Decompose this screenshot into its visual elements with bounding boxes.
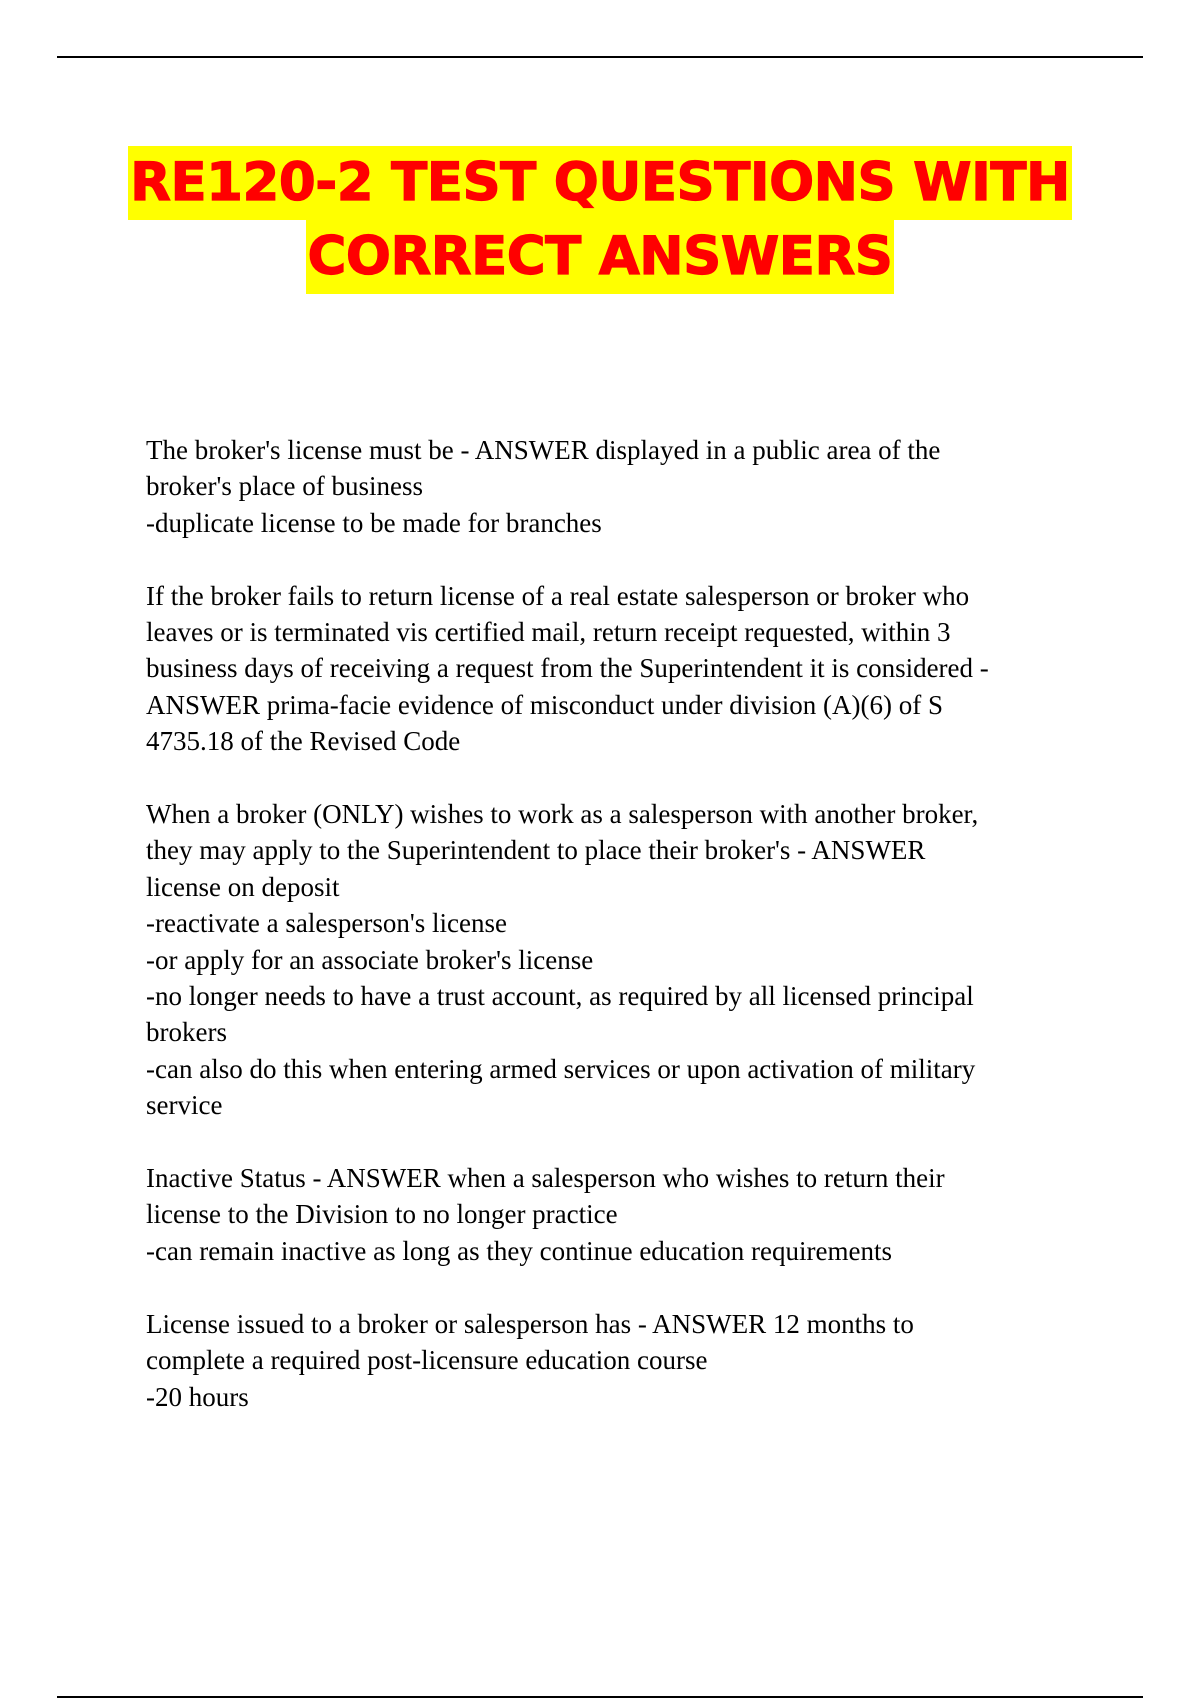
title-line-2: CORRECT ANSWERS xyxy=(306,220,895,294)
text-line: -or apply for an associate broker's license xyxy=(146,944,594,975)
text-line: -can remain inactive as long as they continue education requirements xyxy=(146,1235,892,1266)
text-line: ANSWER prima-facie evidence of misconduct under division (A)(6) of S xyxy=(146,689,944,720)
text-line: license on deposit xyxy=(146,871,340,902)
top-rule xyxy=(57,56,1143,58)
qa-item xyxy=(146,432,1046,541)
text-line: business days of receiving a request from the Superintendent it is considered - xyxy=(146,653,989,684)
text-line: leaves or is terminated vis certified mail, return receipt requested, within 3 xyxy=(146,617,951,648)
text-line: -20 hours xyxy=(146,1381,249,1412)
text-line: Inactive Status - ANSWER when a salesperson who wishes to return their xyxy=(146,1163,945,1194)
text-line: -reactivate a salesperson's license xyxy=(146,908,507,939)
text-line: complete a required post-licensure education course xyxy=(146,1345,708,1376)
text-line: -duplicate license to be made for branches xyxy=(146,507,602,538)
qa-item xyxy=(146,1306,1046,1415)
title-line-1: RE120-2 TEST QUESTIONS WITH xyxy=(128,146,1072,220)
text-line: -can also do this when entering armed services or upon activation of military xyxy=(146,1053,976,1084)
qa-list xyxy=(146,432,1046,1451)
text-line: If the broker fails to return license of a real estate salesperson or broker who xyxy=(146,580,970,611)
text-line: brokers xyxy=(146,1017,227,1048)
text-line: -no longer needs to have a trust account, as required by all licensed principal xyxy=(146,981,974,1012)
text-line: License issued to a broker or salesperson has - ANSWER 12 months to xyxy=(146,1308,914,1339)
text-line: they may apply to the Superintendent to place their broker's - ANSWER xyxy=(146,835,926,866)
text-line: When a broker (ONLY) wishes to work as a salesperson with another broker, xyxy=(146,799,979,830)
document-title xyxy=(0,146,1200,294)
bottom-rule xyxy=(57,1696,1143,1698)
text-line: license to the Division to no longer practice xyxy=(146,1199,618,1230)
text-line: The broker's license must be - ANSWER displayed in a public area of the xyxy=(146,435,941,465)
qa-item xyxy=(146,1160,1046,1269)
text-line: broker's place of business xyxy=(146,471,424,502)
qa-item xyxy=(146,796,1046,1124)
text-line: service xyxy=(146,1090,223,1121)
qa-item xyxy=(146,578,1046,760)
text-line: 4735.18 of the Revised Code xyxy=(146,726,461,757)
